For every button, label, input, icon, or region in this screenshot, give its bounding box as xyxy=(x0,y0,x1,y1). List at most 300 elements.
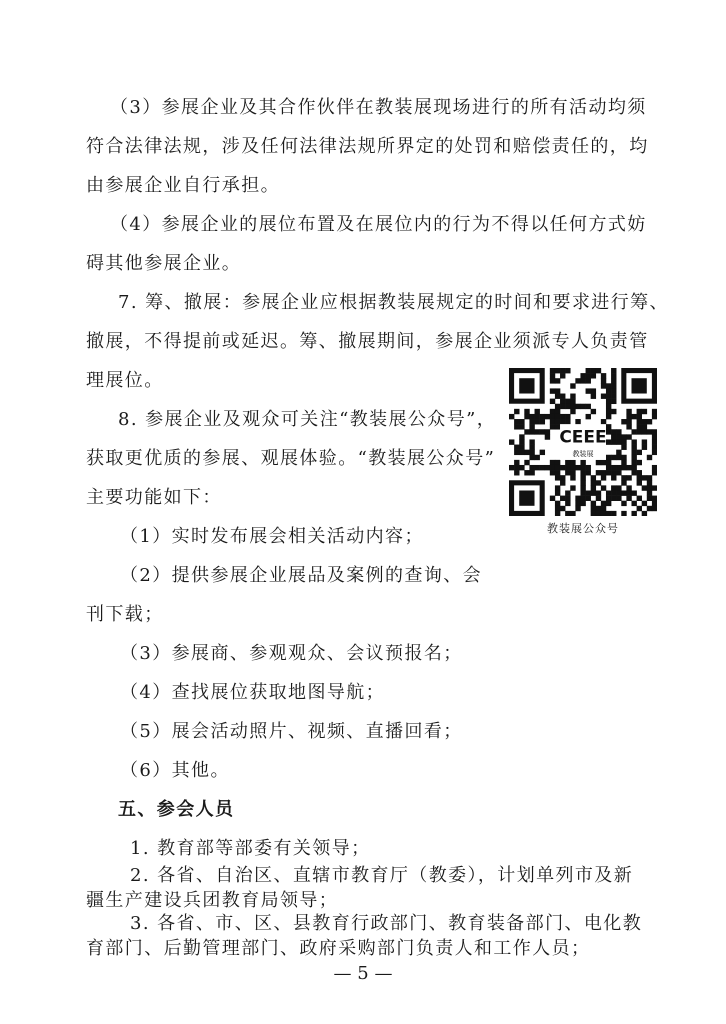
qr-module xyxy=(509,465,514,470)
qr-logo-text: CEEE xyxy=(559,427,607,448)
qr-module xyxy=(519,465,524,470)
qr-module xyxy=(560,496,565,501)
qr-module xyxy=(601,470,606,475)
list-item: 3. 各省、市、区、县教育行政部门、教育装备部门、电化教 xyxy=(130,913,643,934)
qr-module xyxy=(529,455,534,460)
qr-module xyxy=(626,419,631,424)
qr-module xyxy=(580,460,585,465)
qr-module xyxy=(611,378,616,383)
qr-finder-inner xyxy=(631,378,646,393)
qr-module xyxy=(616,439,621,444)
paragraph-line: 主要功能如下： xyxy=(86,487,222,508)
qr-module xyxy=(616,455,621,460)
qr-module xyxy=(652,439,657,444)
qr-module xyxy=(586,388,591,393)
qr-module xyxy=(596,496,601,501)
qr-module xyxy=(626,424,631,429)
qr-module xyxy=(565,460,570,465)
qr-module xyxy=(596,506,601,511)
qr-module xyxy=(637,450,642,455)
qr-module xyxy=(611,434,616,439)
qr-module xyxy=(621,501,626,506)
qr-module xyxy=(606,501,611,506)
qr-module xyxy=(570,404,575,409)
qr-module xyxy=(555,465,560,470)
list-item: 2. 各省、自治区、直辖市教育厅（教委），计划单列市及新 xyxy=(130,865,634,886)
qr-caption: 教装展公众号 xyxy=(547,522,619,535)
qr-module xyxy=(580,475,585,480)
qr-module xyxy=(591,490,596,495)
qr-module xyxy=(591,373,596,378)
qr-module xyxy=(580,465,585,470)
qr-module xyxy=(621,460,626,465)
qr-module xyxy=(586,404,591,409)
qr-module xyxy=(565,399,570,404)
qr-module xyxy=(611,511,616,516)
qr-module xyxy=(637,480,642,485)
qr-module xyxy=(611,383,616,388)
qr-module xyxy=(647,475,652,480)
list-item: 疆生产建设兵团教育局领导； xyxy=(86,890,339,911)
qr-module xyxy=(642,511,647,516)
qr-module xyxy=(616,434,621,439)
qr-module xyxy=(647,496,652,501)
qr-module xyxy=(519,450,524,455)
qr-module xyxy=(565,414,570,419)
qr-module xyxy=(611,373,616,378)
qr-module xyxy=(652,429,657,434)
qr-module xyxy=(591,506,596,511)
qr-module xyxy=(565,419,570,424)
qr-module xyxy=(626,434,631,439)
qr-code-image xyxy=(509,368,657,516)
qr-module xyxy=(596,460,601,465)
qr-module xyxy=(621,490,626,495)
qr-module xyxy=(529,465,534,470)
qr-module xyxy=(616,485,621,490)
qr-module xyxy=(601,419,606,424)
qr-module xyxy=(606,388,611,393)
qr-module xyxy=(652,445,657,450)
qr-module xyxy=(540,429,545,434)
qr-module xyxy=(586,496,591,501)
qr-module xyxy=(535,419,540,424)
qr-module xyxy=(631,450,636,455)
qr-module xyxy=(565,470,570,475)
qr-module xyxy=(621,445,626,450)
qr-module xyxy=(596,480,601,485)
qr-module xyxy=(524,450,529,455)
qr-module xyxy=(529,470,534,475)
qr-module xyxy=(606,409,611,414)
qr-module xyxy=(616,470,621,475)
qr-module xyxy=(524,414,529,419)
qr-module xyxy=(601,460,606,465)
qr-module xyxy=(570,511,575,516)
qr-module xyxy=(545,465,550,470)
qr-module xyxy=(631,429,636,434)
qr-module xyxy=(550,378,555,383)
qr-module xyxy=(550,465,555,470)
qr-module xyxy=(519,434,524,439)
qr-module xyxy=(616,450,621,455)
qr-logo-subtext: 教装展 xyxy=(572,449,594,458)
qr-module xyxy=(580,373,585,378)
qr-module xyxy=(652,485,657,490)
qr-module xyxy=(555,501,560,506)
qr-module xyxy=(570,460,575,465)
qr-module xyxy=(514,460,519,465)
qr-module xyxy=(631,470,636,475)
qr-module xyxy=(611,455,616,460)
qr-module xyxy=(621,511,626,516)
qr-module xyxy=(509,414,514,419)
qr-module xyxy=(555,368,560,373)
qr-module xyxy=(631,465,636,470)
qr-module xyxy=(565,490,570,495)
qr-module xyxy=(514,409,519,414)
qr-module xyxy=(642,445,647,450)
qr-module xyxy=(560,506,565,511)
qr-module xyxy=(606,511,611,516)
qr-module xyxy=(626,485,631,490)
qr-module xyxy=(601,485,606,490)
qr-module xyxy=(586,373,591,378)
qr-module xyxy=(560,475,565,480)
qr-module xyxy=(601,506,606,511)
qr-module xyxy=(631,455,636,460)
qr-module xyxy=(586,414,591,419)
qr-module xyxy=(570,475,575,480)
qr-module xyxy=(642,424,647,429)
qr-module xyxy=(555,511,560,516)
qr-module xyxy=(596,490,601,495)
list-item: 刊下载； xyxy=(86,604,164,625)
qr-module xyxy=(580,490,585,495)
qr-module xyxy=(606,429,611,434)
qr-module xyxy=(601,383,606,388)
qr-module xyxy=(652,434,657,439)
qr-module xyxy=(565,496,570,501)
qr-module xyxy=(575,506,580,511)
qr-module xyxy=(601,511,606,516)
paragraph-line: 获取更优质的参展、观展体验。“教装展公众号” xyxy=(86,448,496,469)
qr-module xyxy=(642,475,647,480)
qr-module xyxy=(555,485,560,490)
section-heading: 五、参会人员 xyxy=(118,799,235,820)
qr-module xyxy=(642,419,647,424)
qr-module xyxy=(606,470,611,475)
qr-module xyxy=(631,445,636,450)
qr-module xyxy=(565,404,570,409)
qr-module xyxy=(514,450,519,455)
qr-module xyxy=(647,455,652,460)
qr-module xyxy=(560,399,565,404)
qr-module xyxy=(647,485,652,490)
list-item: （5）展会活动照片、视频、直播回看； xyxy=(120,721,463,742)
qr-module xyxy=(555,404,560,409)
qr-module xyxy=(575,419,580,424)
qr-module xyxy=(524,470,529,475)
qr-module xyxy=(529,424,534,429)
qr-module xyxy=(555,378,560,383)
qr-module xyxy=(621,475,626,480)
qr-module xyxy=(570,465,575,470)
qr-module xyxy=(580,378,585,383)
qr-module xyxy=(565,501,570,506)
qr-module xyxy=(560,404,565,409)
qr-module xyxy=(575,496,580,501)
qr-module xyxy=(586,490,591,495)
qr-module xyxy=(519,419,524,424)
qr-module xyxy=(565,465,570,470)
qr-module xyxy=(637,496,642,501)
paragraph-line: （4）参展企业的展位布置及在展位内的行为不得以任何方式妨 xyxy=(110,214,647,235)
qr-module xyxy=(535,409,540,414)
qr-module xyxy=(591,368,596,373)
qr-module xyxy=(606,439,611,444)
qr-module xyxy=(555,419,560,424)
qr-module xyxy=(555,470,560,475)
qr-module xyxy=(570,399,575,404)
qr-module xyxy=(550,409,555,414)
qr-module xyxy=(570,470,575,475)
qr-module xyxy=(621,455,626,460)
qr-module xyxy=(647,419,652,424)
qr-module xyxy=(601,501,606,506)
qr-module xyxy=(637,429,642,434)
qr-module xyxy=(611,439,616,444)
qr-module xyxy=(652,496,657,501)
qr-finder-inner xyxy=(519,378,534,393)
qr-module xyxy=(621,480,626,485)
qr-module xyxy=(606,460,611,465)
qr-module xyxy=(606,404,611,409)
qr-module xyxy=(535,455,540,460)
qr-module xyxy=(540,450,545,455)
qr-module xyxy=(560,480,565,485)
qr-module xyxy=(519,445,524,450)
qr-module xyxy=(601,475,606,480)
qr-module xyxy=(606,490,611,495)
qr-module xyxy=(596,511,601,516)
qr-module xyxy=(575,404,580,409)
qr-module xyxy=(606,496,611,501)
qr-module xyxy=(550,419,555,424)
qr-module xyxy=(611,368,616,373)
qr-module xyxy=(611,394,616,399)
paragraph-line: 7. 筹、撤展：参展企业应根据教装展规定的时间和要求进行筹、 xyxy=(118,292,669,313)
qr-module xyxy=(565,511,570,516)
qr-module xyxy=(555,475,560,480)
qr-module xyxy=(611,475,616,480)
qr-module xyxy=(601,373,606,378)
qr-module xyxy=(637,409,642,414)
qr-module xyxy=(550,368,555,373)
qr-module xyxy=(591,475,596,480)
qr-module xyxy=(606,465,611,470)
paragraph-line: （3）参展企业及其合作伙伴在教装展现场进行的所有活动均须 xyxy=(110,97,647,118)
qr-module xyxy=(596,470,601,475)
qr-module xyxy=(611,470,616,475)
qr-module xyxy=(560,368,565,373)
qr-module xyxy=(621,434,626,439)
qr-module xyxy=(642,429,647,434)
qr-module xyxy=(591,511,596,516)
qr-module xyxy=(652,414,657,419)
qr-module xyxy=(514,419,519,424)
qr-module xyxy=(550,470,555,475)
qr-module xyxy=(529,429,534,434)
qr-module xyxy=(606,399,611,404)
qr-module xyxy=(560,373,565,378)
list-item: （1）实时发布展会相关活动内容； xyxy=(120,526,424,547)
qr-module xyxy=(529,419,534,424)
qr-module xyxy=(611,465,616,470)
qr-module xyxy=(575,378,580,383)
qr-module xyxy=(637,470,642,475)
qr-module xyxy=(509,439,514,444)
qr-module xyxy=(580,485,585,490)
qr-module xyxy=(611,490,616,495)
qr-module xyxy=(550,373,555,378)
qr-module xyxy=(519,424,524,429)
qr-code xyxy=(509,368,657,516)
qr-module xyxy=(606,383,611,388)
qr-module xyxy=(626,490,631,495)
qr-module xyxy=(529,450,534,455)
paragraph-line: 8. 参展企业及观众可关注“教装展公众号”， xyxy=(118,409,497,430)
list-item: 育部门、后勤管理部门、政府采购部门负责人和工作人员； xyxy=(86,938,591,959)
qr-module xyxy=(631,501,636,506)
qr-module xyxy=(555,460,560,465)
qr-module xyxy=(575,501,580,506)
qr-module xyxy=(621,439,626,444)
qr-module xyxy=(652,409,657,414)
qr-module xyxy=(586,470,591,475)
qr-module xyxy=(550,399,555,404)
qr-module xyxy=(586,465,591,470)
qr-module xyxy=(555,414,560,419)
qr-module xyxy=(545,429,550,434)
qr-module xyxy=(535,465,540,470)
qr-module xyxy=(591,409,596,414)
qr-module xyxy=(606,455,611,460)
qr-module xyxy=(519,439,524,444)
list-item: （6）其他。 xyxy=(120,760,230,781)
qr-module xyxy=(550,460,555,465)
qr-module xyxy=(550,388,555,393)
qr-module xyxy=(631,460,636,465)
qr-module xyxy=(586,378,591,383)
qr-module xyxy=(652,506,657,511)
qr-module xyxy=(591,388,596,393)
qr-module xyxy=(616,465,621,470)
list-item: 1. 教育部等部委有关领导； xyxy=(130,838,371,859)
qr-module xyxy=(535,414,540,419)
qr-finder-inner xyxy=(519,490,534,505)
paragraph-line: 理展位。 xyxy=(86,370,164,391)
qr-module xyxy=(580,496,585,501)
qr-module xyxy=(560,394,565,399)
qr-module xyxy=(596,368,601,373)
qr-module xyxy=(514,465,519,470)
qr-module xyxy=(570,409,575,414)
qr-module xyxy=(642,485,647,490)
qr-module xyxy=(560,465,565,470)
qr-module xyxy=(545,414,550,419)
qr-module xyxy=(586,368,591,373)
qr-module xyxy=(631,439,636,444)
qr-module xyxy=(606,394,611,399)
qr-module xyxy=(529,439,534,444)
qr-module xyxy=(575,465,580,470)
qr-module xyxy=(555,388,560,393)
paragraph-line: 碍其他参展企业。 xyxy=(86,253,242,274)
qr-module xyxy=(637,460,642,465)
qr-module xyxy=(601,378,606,383)
paragraph-line: 撤展，不得提前或延迟。筹、撤展期间，参展企业须派专人负责管 xyxy=(86,331,649,352)
list-item: （2）提供参展企业展品及案例的查询、会 xyxy=(120,565,483,586)
qr-module xyxy=(652,465,657,470)
qr-module xyxy=(550,496,555,501)
qr-module xyxy=(555,490,560,495)
qr-module xyxy=(626,465,631,470)
qr-module xyxy=(606,414,611,419)
qr-module xyxy=(555,409,560,414)
list-item: （4）查找展位获取地图导航； xyxy=(120,682,386,703)
qr-module xyxy=(565,368,570,373)
list-item: （3）参展商、参观观众、会议预报名； xyxy=(120,643,463,664)
qr-module xyxy=(647,506,652,511)
qr-module xyxy=(631,490,636,495)
qr-module xyxy=(560,414,565,419)
qr-module xyxy=(637,414,642,419)
qr-module xyxy=(591,485,596,490)
qr-module xyxy=(570,394,575,399)
qr-module xyxy=(591,480,596,485)
qr-module xyxy=(591,394,596,399)
paragraph-line: 符合法律法规，涉及任何法律法规所界定的处罚和赔偿责任的，均 xyxy=(86,136,649,157)
qr-module xyxy=(529,414,534,419)
qr-module xyxy=(616,496,621,501)
qr-module xyxy=(626,496,631,501)
qr-module xyxy=(540,414,545,419)
qr-module xyxy=(611,409,616,414)
qr-module xyxy=(535,429,540,434)
qr-module xyxy=(652,501,657,506)
qr-module xyxy=(580,404,585,409)
qr-module xyxy=(647,480,652,485)
qr-module xyxy=(545,434,550,439)
qr-module xyxy=(647,490,652,495)
qr-module xyxy=(631,511,636,516)
qr-module xyxy=(514,424,519,429)
qr-module xyxy=(606,424,611,429)
qr-module xyxy=(540,465,545,470)
qr-module xyxy=(637,424,642,429)
qr-module xyxy=(652,470,657,475)
qr-module xyxy=(580,480,585,485)
qr-module xyxy=(647,429,652,434)
qr-module xyxy=(611,496,616,501)
qr-module xyxy=(631,414,636,419)
qr-module xyxy=(550,424,555,429)
qr-module xyxy=(524,429,529,434)
qr-module xyxy=(616,429,621,434)
qr-module xyxy=(611,429,616,434)
qr-module xyxy=(570,383,575,388)
